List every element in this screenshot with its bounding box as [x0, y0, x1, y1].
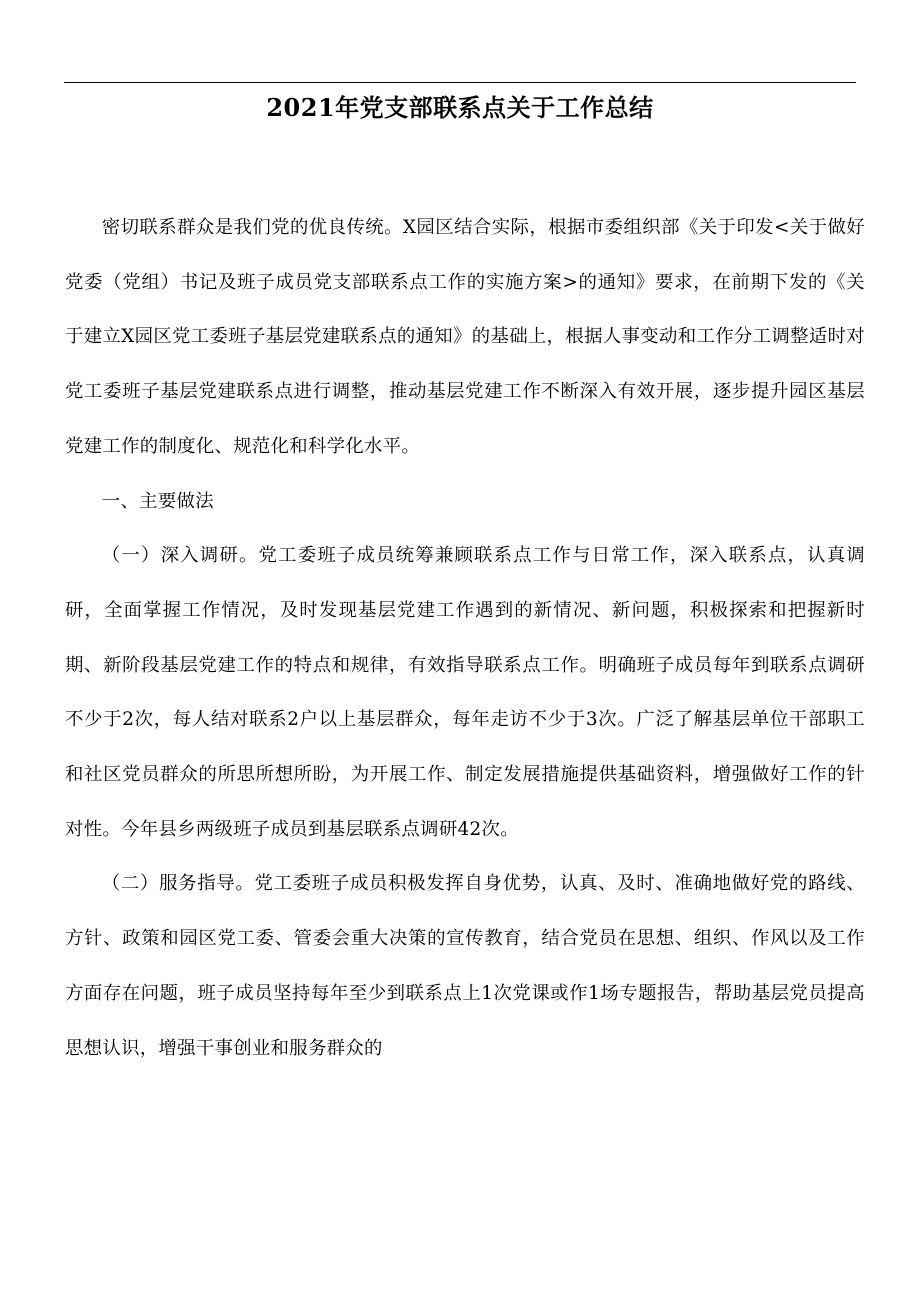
document-body [65, 201, 865, 1076]
section-heading-main-practices: 一、主要做法 [101, 490, 214, 512]
document-title: 2021年党支部联系点关于工作总结 [266, 93, 654, 122]
paragraph-service-guidance: （二）服务指导。党工委班子成员积极发挥自身优势，认真、及时、准确地做好党的路线、方针、政策和园区党工委、管委会重大决策的宣传教育，结合党员在思想、组织、作风以及工作方面存在问题，班子成员坚持每年至少到联系点上1次党课或作1场专题报告，帮助基层党员提高思想认识，增强干事创业和服务群众的 [65, 873, 865, 1059]
paragraph-in-depth-research: （一）深入调研。党工委班子成员统筹兼顾联系点工作与日常工作，深入联系点，认真调研，全面掌握工作情况，及时发现基层党建工作遇到的新情况、新问题，积极探索和把握新时期、新阶段基层党建工作的特点和规律，有效指导联系点工作。明确班子成员每年到联系点调研不少于2次，每人结对联系2户以上基层群众，每年走访不少于3次。广泛了解基层单位干部职工和社区党员群众的所思所想所盼，为开展工作、制定发展措施提供基础资料，增强做好工作的针对性。今年县乡两级班子成员到基层联系点调研42次。 [65, 545, 865, 840]
header-rule [64, 82, 856, 83]
intro-paragraph: 密切联系群众是我们党的优良传统。X园区结合实际，根据市委组织部《关于印发<关于做好党委（党组）书记及班子成员党支部联系点工作的实施方案>的通知》要求，在前期下发的《关于建立X园区党工委班子基层党建联系点的通知》的基础上，根据人事变动和工作分工调整适时对党工委班子基层党建联系点进行调整，推动基层党建工作不断深入有效开展，逐步提升园区基层党建工作的制度化、规范化和科学化水平。 [65, 217, 865, 457]
